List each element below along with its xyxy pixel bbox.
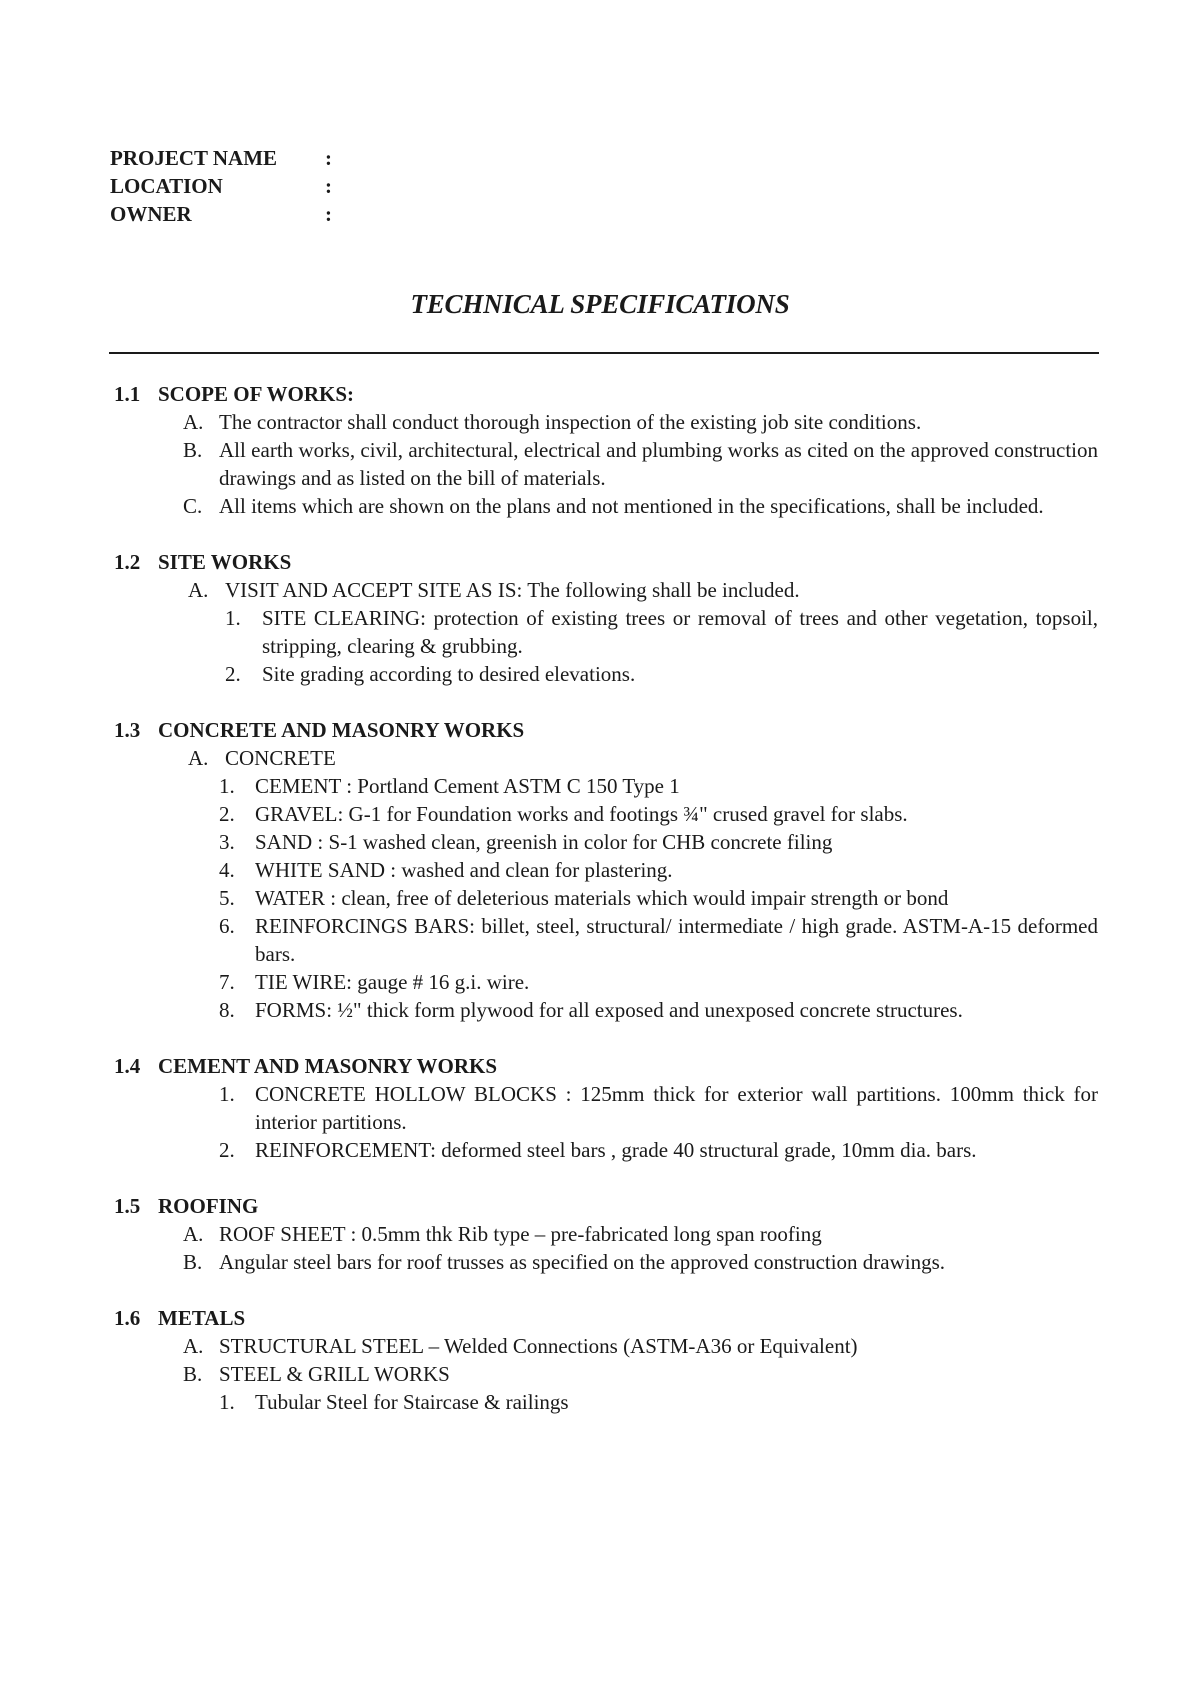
sub-list-item [0,772,1200,800]
list-item [0,1220,1200,1248]
sub-list-item [0,912,1200,968]
list-text: CONCRETE HOLLOW BLOCKS : 125mm thick for exterior wall partitions. 100mm thick for interior partitions. [255,1082,1098,1134]
sub-list-item [0,800,1200,828]
list-marker: 1. [219,774,235,798]
title-divider [109,352,1099,354]
list-marker: B. [183,1362,203,1386]
owner-row [110,200,345,228]
location-label: LOCATION [110,174,223,198]
project-name-label: PROJECT NAME [110,146,278,170]
project-info [110,144,345,228]
section-title: CEMENT AND MASONRY WORKS [158,1054,497,1078]
list-text: FORMS: ½" thick form plywood for all exposed and unexposed concrete structures. [255,998,963,1022]
list-text: The contractor shall conduct thorough inspection of the existing job site conditions. [219,410,922,434]
project-name-separator: : [325,146,332,170]
section-heading [0,1192,1200,1220]
list-text: SITE CLEARING: protection of existing trees or removal of trees and other vegetation, topsoil, stripping, clearing & grubbing. [262,606,1098,658]
section-heading [0,548,1200,576]
list-marker: 7. [219,970,235,994]
list-marker: 1. [219,1082,235,1106]
list-item [0,436,1200,492]
section-concrete-and-masonry-works [0,716,1200,1024]
list-marker: A. [183,1334,204,1358]
section-number: 1.4 [114,1054,141,1078]
list-text: All items which are shown on the plans and not mentioned in the specifications, shall be included. [219,494,1044,518]
section-number: 1.6 [114,1306,141,1330]
list-text: REINFORCEMENT: deformed steel bars , grade 40 structural grade, 10mm dia. bars. [255,1138,977,1162]
list-text: All earth works, civil, architectural, electrical and plumbing works as cited on the approved construction drawings and as listed on the bill of materials. [219,438,1098,490]
list-marker: 2. [225,662,241,686]
list-item [0,576,1200,604]
location-separator: : [325,174,332,198]
sub-list-item [0,1080,1200,1136]
owner-label: OWNER [110,202,192,226]
section-title: ROOFING [158,1194,259,1218]
list-marker: A. [183,1222,204,1246]
sub-list-item [0,968,1200,996]
list-text: CEMENT : Portland Cement ASTM C 150 Type 1 [255,774,680,798]
section-scope-of-works [0,380,1200,520]
list-marker: 1. [219,1390,235,1414]
sub-list-item [0,604,1200,660]
section-number: 1.5 [114,1194,141,1218]
sub-list-item [0,1388,1200,1416]
sub-list-item [0,856,1200,884]
list-text: WATER : clean, free of deleterious materials which would impair strength or bond [255,886,949,910]
location-row [110,172,345,200]
section-title: SCOPE OF WORKS: [158,382,355,406]
list-marker: 6. [219,914,235,938]
section-heading [0,380,1200,408]
list-text: VISIT AND ACCEPT SITE AS IS: The following shall be included. [225,578,800,602]
section-title: CONCRETE AND MASONRY WORKS [158,718,525,742]
sub-list-item [0,996,1200,1024]
list-marker: 8. [219,998,235,1022]
project-name-row [110,144,345,172]
section-metals [0,1304,1200,1416]
section-heading [0,1052,1200,1080]
list-marker: C. [183,494,203,518]
list-marker: 2. [219,802,235,826]
list-marker: 5. [219,886,235,910]
list-item [0,492,1200,520]
list-text: Site grading according to desired elevations. [262,662,636,686]
list-text: Angular steel bars for roof trusses as specified on the approved construction drawings. [219,1250,946,1274]
list-item [0,1248,1200,1276]
list-marker: B. [183,1250,203,1274]
document-body [0,380,1200,1444]
list-text: Tubular Steel for Staircase & railings [255,1390,569,1414]
owner-separator: : [325,202,332,226]
list-text: CONCRETE [225,746,336,770]
list-marker: 3. [219,830,235,854]
sub-list-item [0,660,1200,688]
list-marker: A. [188,746,209,770]
section-site-works [0,548,1200,688]
list-marker: A. [188,578,209,602]
list-text: REINFORCINGS BARS: billet, steel, structural/ intermediate / high grade. ASTM-A-15 deformed bars. [255,914,1098,966]
section-number: 1.2 [114,550,141,574]
list-text: GRAVEL: G-1 for Foundation works and footings ¾" crused gravel for slabs. [255,802,908,826]
list-marker: 1. [225,606,241,630]
document-title: TECHNICAL SPECIFICATIONS [410,289,790,319]
section-number: 1.1 [114,382,141,406]
list-text: WHITE SAND : washed and clean for plastering. [255,858,673,882]
list-item [0,1360,1200,1388]
list-item [0,1332,1200,1360]
sub-list-item [0,1136,1200,1164]
sub-list-item [0,884,1200,912]
section-heading [0,1304,1200,1332]
list-text: ROOF SHEET : 0.5mm thk Rib type – pre-fabricated long span roofing [219,1222,822,1246]
list-item [0,408,1200,436]
list-text: STRUCTURAL STEEL – Welded Connections (ASTM-A36 or Equivalent) [219,1334,858,1358]
section-number: 1.3 [114,718,141,742]
list-text: STEEL & GRILL WORKS [219,1362,450,1386]
section-roofing [0,1192,1200,1276]
section-heading [0,716,1200,744]
list-marker: A. [183,410,204,434]
section-title: METALS [158,1306,246,1330]
list-marker: 4. [219,858,235,882]
list-marker: B. [183,438,203,462]
list-item [0,744,1200,772]
list-text: SAND : S-1 washed clean, greenish in color for CHB concrete filing [255,830,833,854]
section-title: SITE WORKS [158,550,292,574]
section-cement-and-masonry-works [0,1052,1200,1164]
list-text: TIE WIRE: gauge # 16 g.i. wire. [255,970,530,994]
list-marker: 2. [219,1138,235,1162]
sub-list-item [0,828,1200,856]
